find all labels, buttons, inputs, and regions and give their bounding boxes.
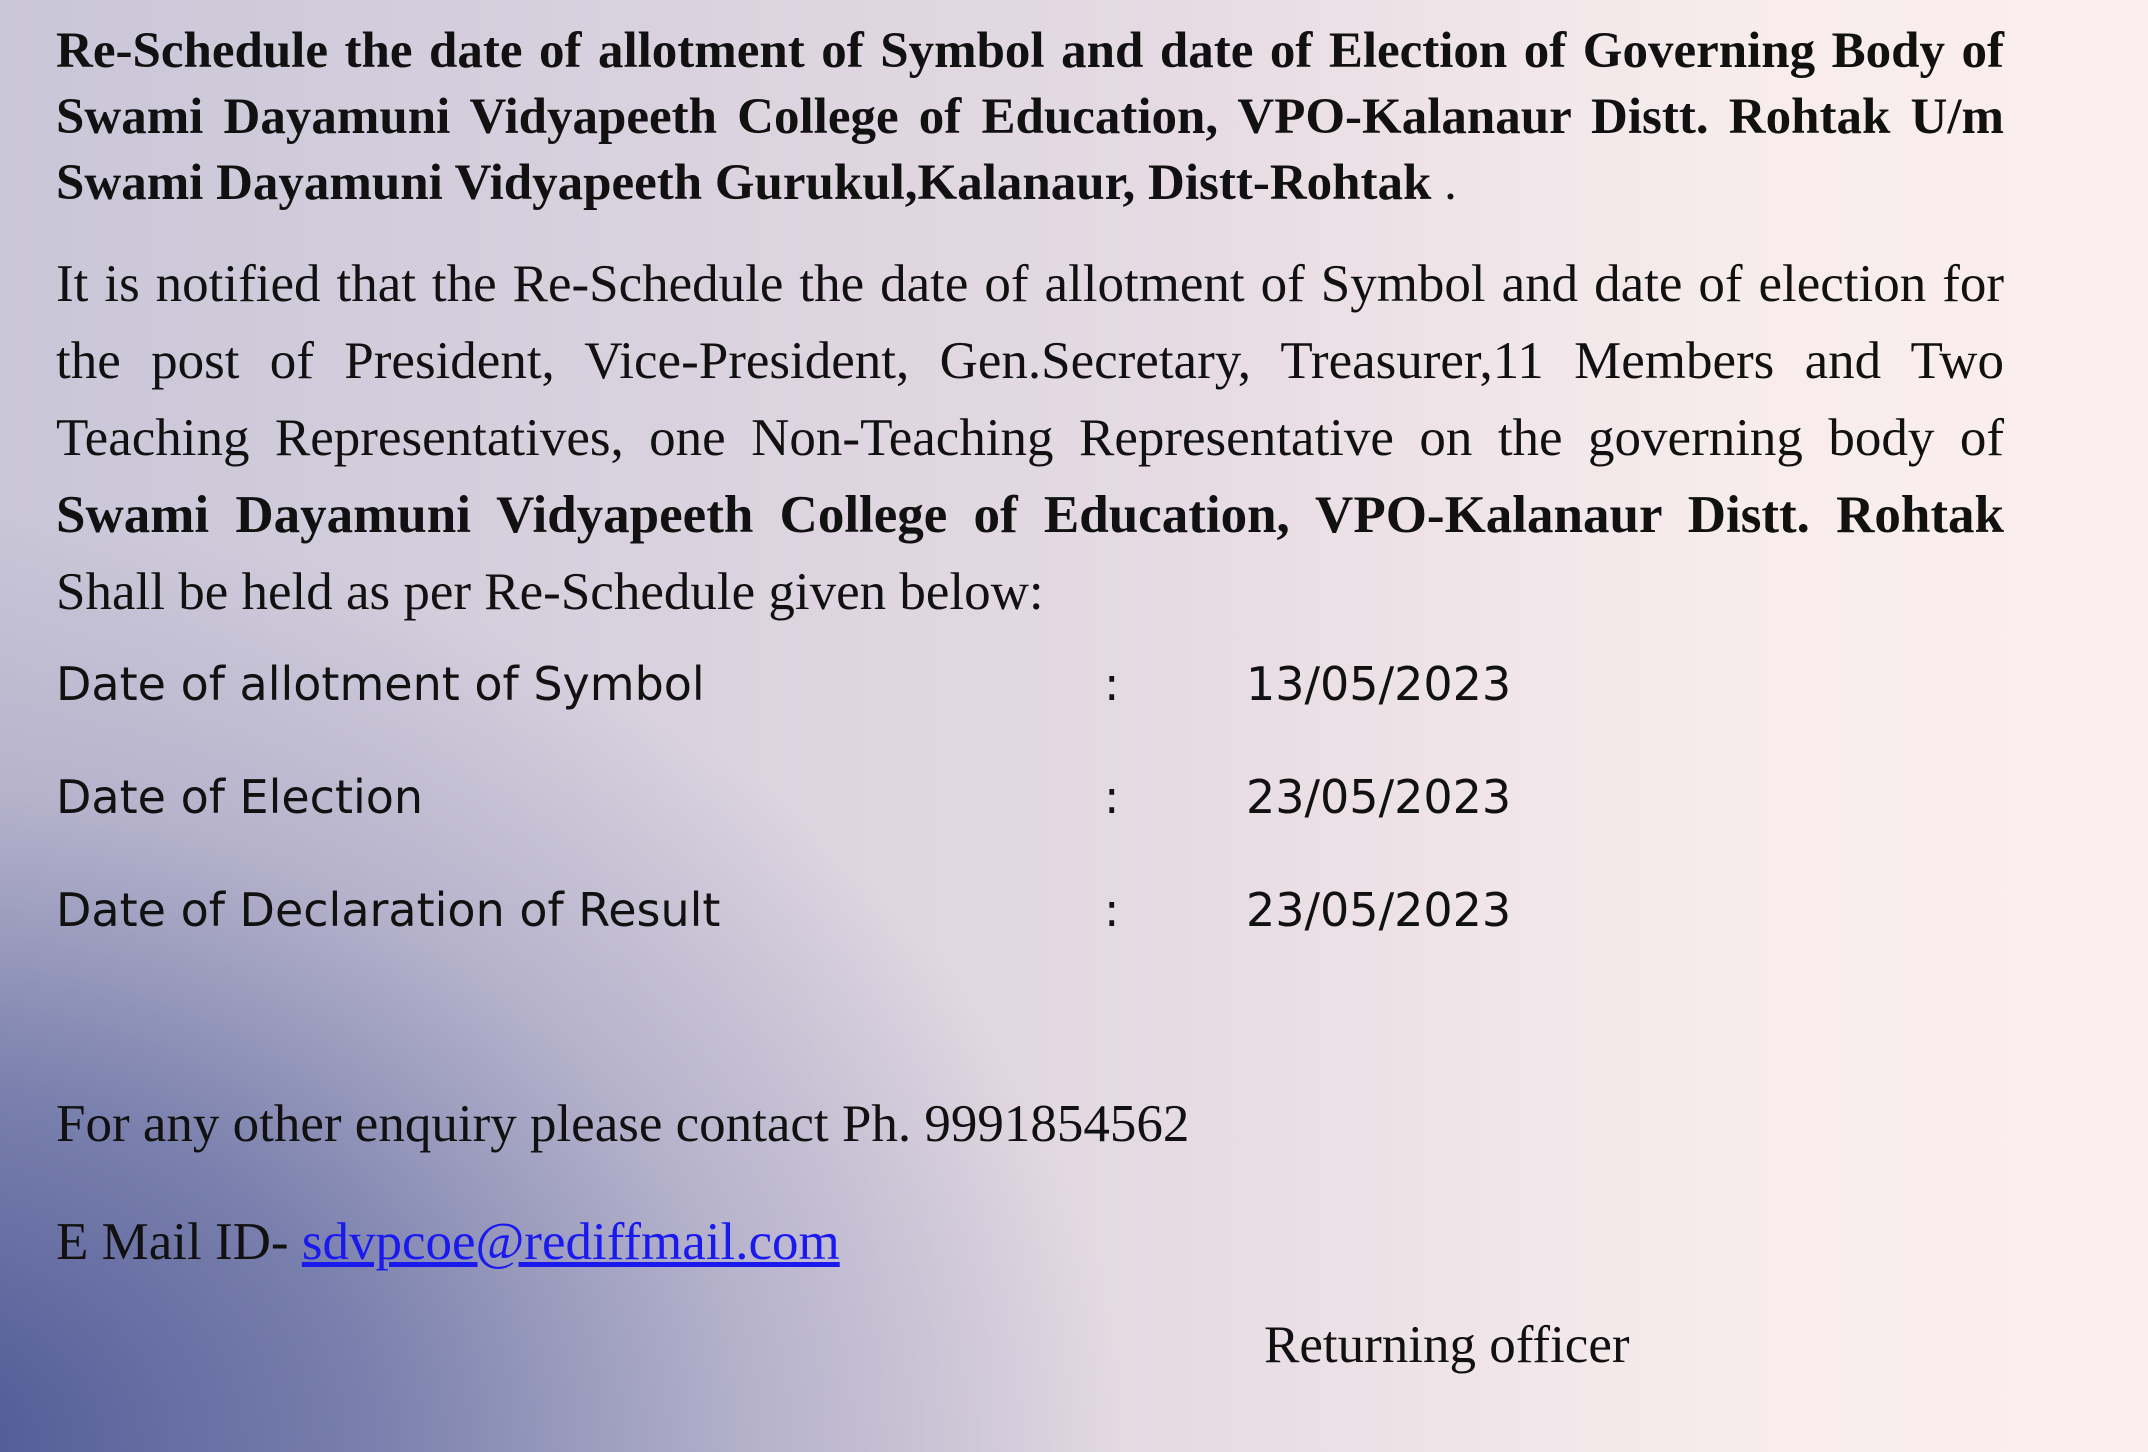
schedule-separator: : <box>1104 657 1120 711</box>
notice-outro: Shall be held as per Re-Schedule given below: <box>56 563 1044 621</box>
schedule-row-symbol <box>56 657 2004 770</box>
schedule-separator: : <box>1104 770 1120 824</box>
contact-email <box>56 1212 840 1272</box>
returning-officer-signature: Returning officer <box>1264 1316 1630 1374</box>
contact-phone: For any other enquiry please contact Ph. 9991854562 <box>56 1095 1190 1153</box>
notice-intro: It is notified that the Re-Schedule the date of allotment of Symbol and date of election for the post of President, Vice-President, Gen.Secretary, Treasurer,11 Members and Two Teaching Representatives, one Non-Teaching Representative on the governing body of <box>56 255 2004 467</box>
schedule-row-result <box>56 883 2004 996</box>
schedule-date: 13/05/2023 <box>1246 657 1512 711</box>
election-notice <box>56 18 2004 1271</box>
schedule-label: Date of Election <box>56 770 424 824</box>
email-label: E Mail ID- <box>56 1213 302 1271</box>
schedule-row-election <box>56 770 2004 883</box>
schedule-label: Date of allotment of Symbol <box>56 657 705 711</box>
schedule-date: 23/05/2023 <box>1246 770 1512 824</box>
notice-heading <box>56 18 2004 216</box>
heading-text: Re-Schedule the date of allotment of Symbol and date of Election of Governing Body of Swami Dayamuni Vidyapeeth College of Education, VPO-Kalanaur Distt. Rohtak U/m Swami Dayamuni Vidyapeeth Gurukul,Kalanaur, Distt-Rohtak <box>56 23 2004 211</box>
schedule-label: Date of Declaration of Result <box>56 883 721 937</box>
schedule-list <box>56 657 2004 996</box>
institution-name: Swami Dayamuni Vidyapeeth College of Education, VPO-Kalanaur Distt. Rohtak <box>56 486 2004 544</box>
notice-body <box>56 246 2004 631</box>
schedule-separator: : <box>1104 883 1120 937</box>
schedule-date: 23/05/2023 <box>1246 883 1512 937</box>
heading-end: . <box>1431 155 1457 211</box>
email-link[interactable]: sdvpcoe@rediffmail.com <box>301 1213 840 1271</box>
